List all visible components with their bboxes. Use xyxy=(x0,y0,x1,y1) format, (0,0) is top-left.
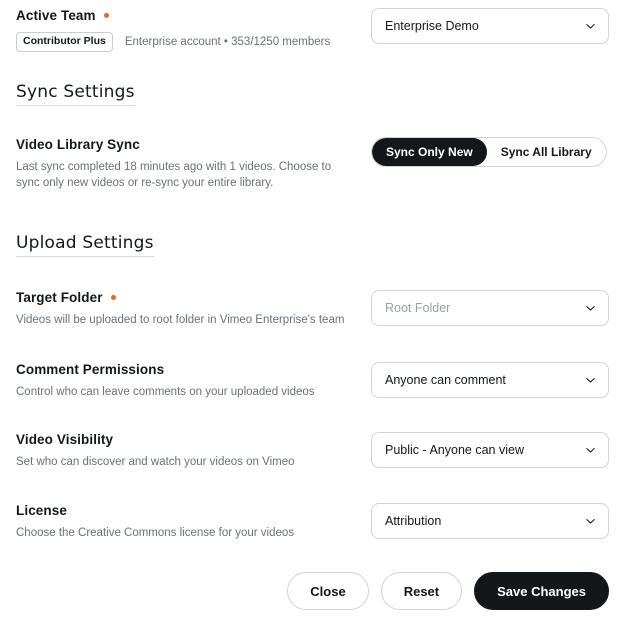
change-indicator-dot xyxy=(104,13,109,18)
license-title-wrap xyxy=(16,503,361,518)
target-folder-description: Videos will be uploaded to root folder in Vimeo Enterprise's team xyxy=(16,313,345,326)
license-select-value: Attribution xyxy=(385,513,442,528)
team-select-value: Enterprise Demo xyxy=(385,19,479,33)
video-library-sync-info xyxy=(16,137,361,192)
chevron-down-icon xyxy=(585,515,596,526)
change-indicator-dot xyxy=(111,295,116,300)
plan-badge: Contributor Plus xyxy=(16,32,113,52)
comment-permissions-row xyxy=(16,362,609,401)
target-folder-title-wrap xyxy=(16,290,361,305)
sync-mode-toggle-group xyxy=(371,137,607,167)
upload-settings-section-header xyxy=(16,233,609,257)
video-visibility-title: Video Visibility xyxy=(16,432,114,448)
comment-permissions-title: Comment Permissions xyxy=(16,361,165,377)
video-visibility-description: Set who can discover and watch your videos on Vimeo xyxy=(16,456,295,469)
video-visibility-select[interactable] xyxy=(371,432,609,468)
target-folder-title: Target Folder xyxy=(16,289,103,305)
active-team-info xyxy=(16,8,361,52)
active-team-title: Active Team xyxy=(16,8,96,23)
license-select[interactable] xyxy=(371,503,609,539)
video-library-sync-title: Video Library Sync xyxy=(16,136,140,152)
save-changes-button[interactable]: Save Changes xyxy=(474,572,609,610)
video-visibility-select-value: Public - Anyone can view xyxy=(385,443,524,458)
active-team-row xyxy=(16,0,609,52)
comment-permissions-description: Control who can leave comments on your uploaded videos xyxy=(16,385,315,398)
license-info xyxy=(16,503,361,542)
target-folder-row xyxy=(16,290,609,329)
chevron-down-icon xyxy=(585,374,596,385)
license-description: Choose the Creative Commons license for your videos xyxy=(16,526,295,539)
chevron-down-icon xyxy=(585,21,596,32)
account-meta: Enterprise account • 353/1250 members xyxy=(124,35,331,48)
section-title-sync: Sync Settings xyxy=(16,82,135,106)
target-folder-select-value: Root Folder xyxy=(385,300,451,315)
video-library-sync-row xyxy=(16,137,609,192)
sync-settings-section-header xyxy=(16,82,609,106)
toggle-sync-only-new[interactable]: Sync Only New xyxy=(372,138,487,166)
video-visibility-info xyxy=(16,432,361,471)
comment-permissions-select-value: Anyone can comment xyxy=(385,372,506,387)
team-select[interactable] xyxy=(371,8,609,44)
video-library-sync-title-wrap xyxy=(16,137,361,152)
comment-permissions-select[interactable] xyxy=(371,362,609,398)
license-control xyxy=(371,503,609,539)
license-title: License xyxy=(16,502,67,518)
license-row xyxy=(16,503,609,542)
close-button[interactable]: Close xyxy=(287,572,368,610)
video-visibility-control xyxy=(371,432,609,468)
footer-actions xyxy=(287,572,609,610)
comment-permissions-title-wrap xyxy=(16,362,361,377)
target-folder-info xyxy=(16,290,361,329)
target-folder-control xyxy=(371,290,609,326)
video-visibility-title-wrap xyxy=(16,432,361,447)
active-team-badge-line xyxy=(16,32,361,52)
target-folder-select[interactable] xyxy=(371,290,609,326)
reset-button[interactable]: Reset xyxy=(381,572,462,610)
chevron-down-icon xyxy=(585,445,596,456)
video-visibility-row xyxy=(16,432,609,471)
video-library-sync-description: Last sync completed 18 minutes ago with 1 videos. Choose to sync only new videos or re-sync your entire library. xyxy=(16,160,332,190)
video-library-sync-control xyxy=(371,137,609,167)
comment-permissions-control xyxy=(371,362,609,398)
toggle-sync-all-library[interactable]: Sync All Library xyxy=(487,138,606,166)
active-team-control xyxy=(371,8,609,44)
section-title-upload: Upload Settings xyxy=(16,233,154,257)
comment-permissions-info xyxy=(16,362,361,401)
active-team-title-wrap xyxy=(16,8,361,23)
chevron-down-icon xyxy=(585,302,596,313)
